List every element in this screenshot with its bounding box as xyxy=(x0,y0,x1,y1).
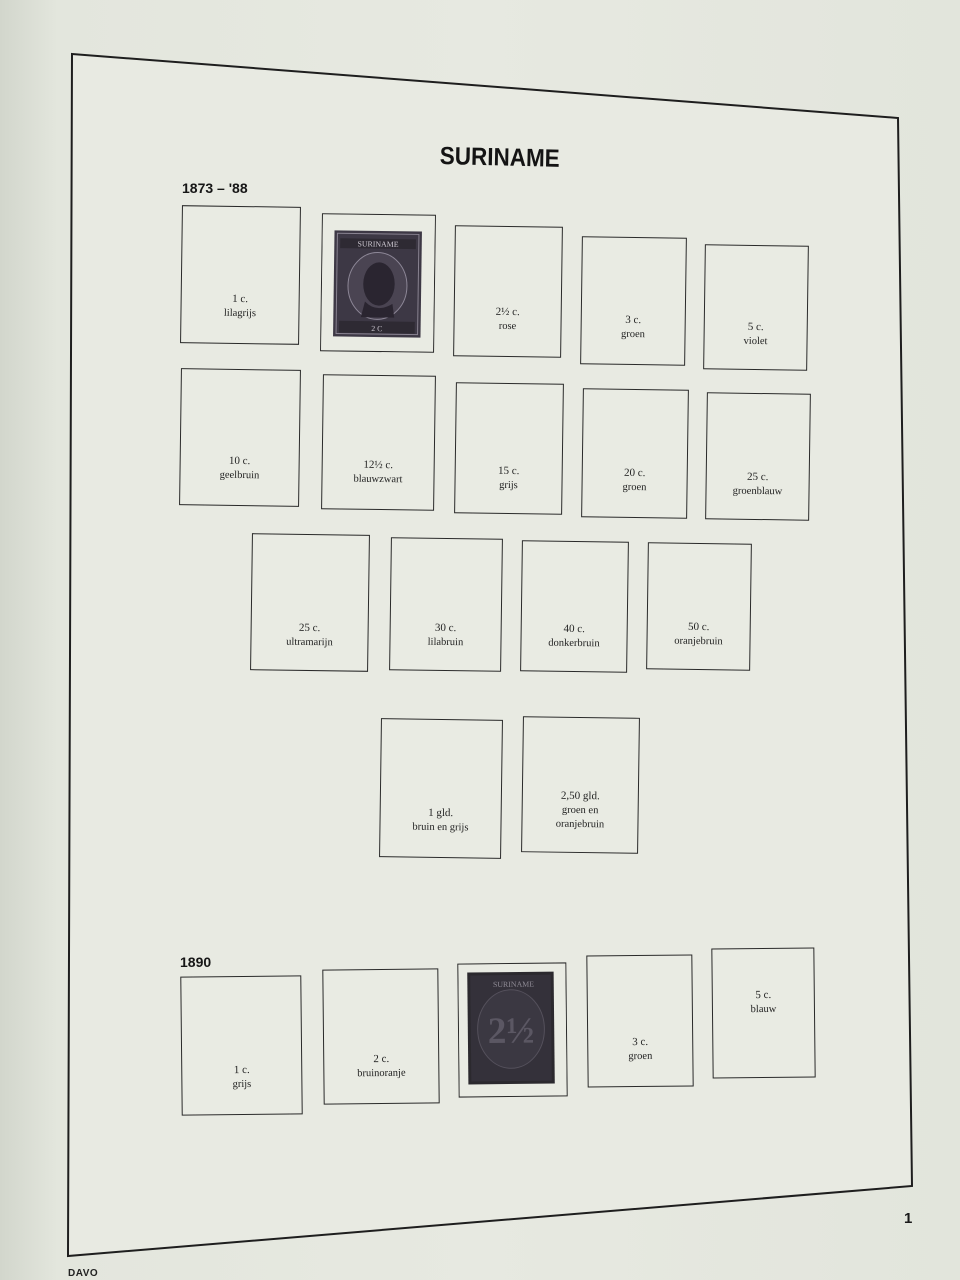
stamp-slot xyxy=(520,540,629,672)
slot-color: violet xyxy=(743,335,768,348)
slot-denomination: 3 c. xyxy=(625,313,642,327)
stamp-value: 2 C xyxy=(371,324,383,334)
stamp-slot xyxy=(581,388,689,518)
slot-denomination: 12½ c. xyxy=(363,458,394,472)
stamp-slot xyxy=(703,244,809,370)
slot-denomination: 25 c. xyxy=(298,621,321,635)
slot-color: lilabruin xyxy=(427,636,464,649)
slot-denomination: 5 c. xyxy=(747,320,764,334)
stamp-slot xyxy=(321,374,436,511)
slot-color: groen xyxy=(620,328,646,341)
slot-color: blauw xyxy=(750,1003,777,1015)
stamp-image xyxy=(458,963,566,1096)
publisher-mark: DAVO xyxy=(68,1268,99,1279)
slot-color: rose xyxy=(498,320,517,333)
page-title: SURINAME xyxy=(439,142,560,173)
slot-color: bruin en grijs xyxy=(412,821,469,834)
stamp-slot xyxy=(322,968,439,1104)
stamp-slot xyxy=(179,368,301,507)
stamp-slot xyxy=(705,392,811,520)
slot-denomination: 2,50 gld. xyxy=(560,789,600,803)
slot-color: geelbruin xyxy=(219,469,260,482)
slot-denomination: 1 c. xyxy=(233,1063,250,1077)
slot-color: blauwzwart xyxy=(353,473,403,486)
stamp-slot xyxy=(711,947,815,1078)
slot-denomination: 1 gld. xyxy=(428,806,454,820)
stamp-top-text: SURINAME xyxy=(357,239,399,249)
section-label-1873: 1873 – '88 xyxy=(182,180,248,196)
stamp-slot xyxy=(389,537,503,672)
slot-color: grijs xyxy=(232,1078,252,1091)
slot-denomination: 15 c. xyxy=(497,464,520,478)
slot-color: groen xyxy=(628,1050,653,1063)
stamp-slot xyxy=(646,542,752,670)
section-label-1890: 1890 xyxy=(180,954,212,970)
slot-color: lilagrijs xyxy=(223,307,257,320)
slot-denomination: 2½ c. xyxy=(495,305,520,319)
slot-denomination: 50 c. xyxy=(687,620,710,634)
slot-denomination: 5 c. xyxy=(755,988,772,1001)
stamp-slot-filled xyxy=(457,962,567,1097)
slot-denomination: 3 c. xyxy=(632,1035,649,1049)
slot-color: ultramarijn xyxy=(286,636,333,649)
stamp-image xyxy=(321,214,435,352)
slot-denomination: 20 c. xyxy=(623,466,646,480)
slot-denomination: 30 c. xyxy=(434,621,457,635)
slot-denomination: 40 c. xyxy=(563,622,585,636)
slot-color: donkerbruin xyxy=(548,637,600,650)
stamp-slot xyxy=(454,382,564,514)
slot-denomination: 25 c. xyxy=(746,470,769,484)
slot-color: groen xyxy=(622,481,647,494)
stamp-top-text: SURINAME xyxy=(492,979,535,990)
slot-color: groenblauw xyxy=(732,485,783,498)
slot-denomination: 2 c. xyxy=(373,1052,390,1066)
slot-color: oranjebruin xyxy=(674,635,723,648)
stamp-slot xyxy=(180,205,301,345)
stamp-slot xyxy=(180,975,302,1115)
stamp-value: 2½ xyxy=(487,1010,535,1053)
stamp-slot xyxy=(379,718,503,859)
stamp-slot xyxy=(453,225,563,357)
stamp-slot xyxy=(250,533,370,672)
slot-color: grijs xyxy=(499,479,518,492)
slot-color: bruinoranje xyxy=(357,1067,406,1080)
slot-denomination: 1 c. xyxy=(232,292,249,306)
page-number: 1 xyxy=(904,1210,913,1227)
stamp-slot xyxy=(521,716,640,854)
stamp-slot xyxy=(580,236,687,365)
slot-denomination: 10 c. xyxy=(228,454,251,468)
slot-color: groen en oranjebruin xyxy=(555,804,605,831)
stamp-slot xyxy=(586,954,693,1087)
stamp-slot-filled xyxy=(320,213,436,353)
